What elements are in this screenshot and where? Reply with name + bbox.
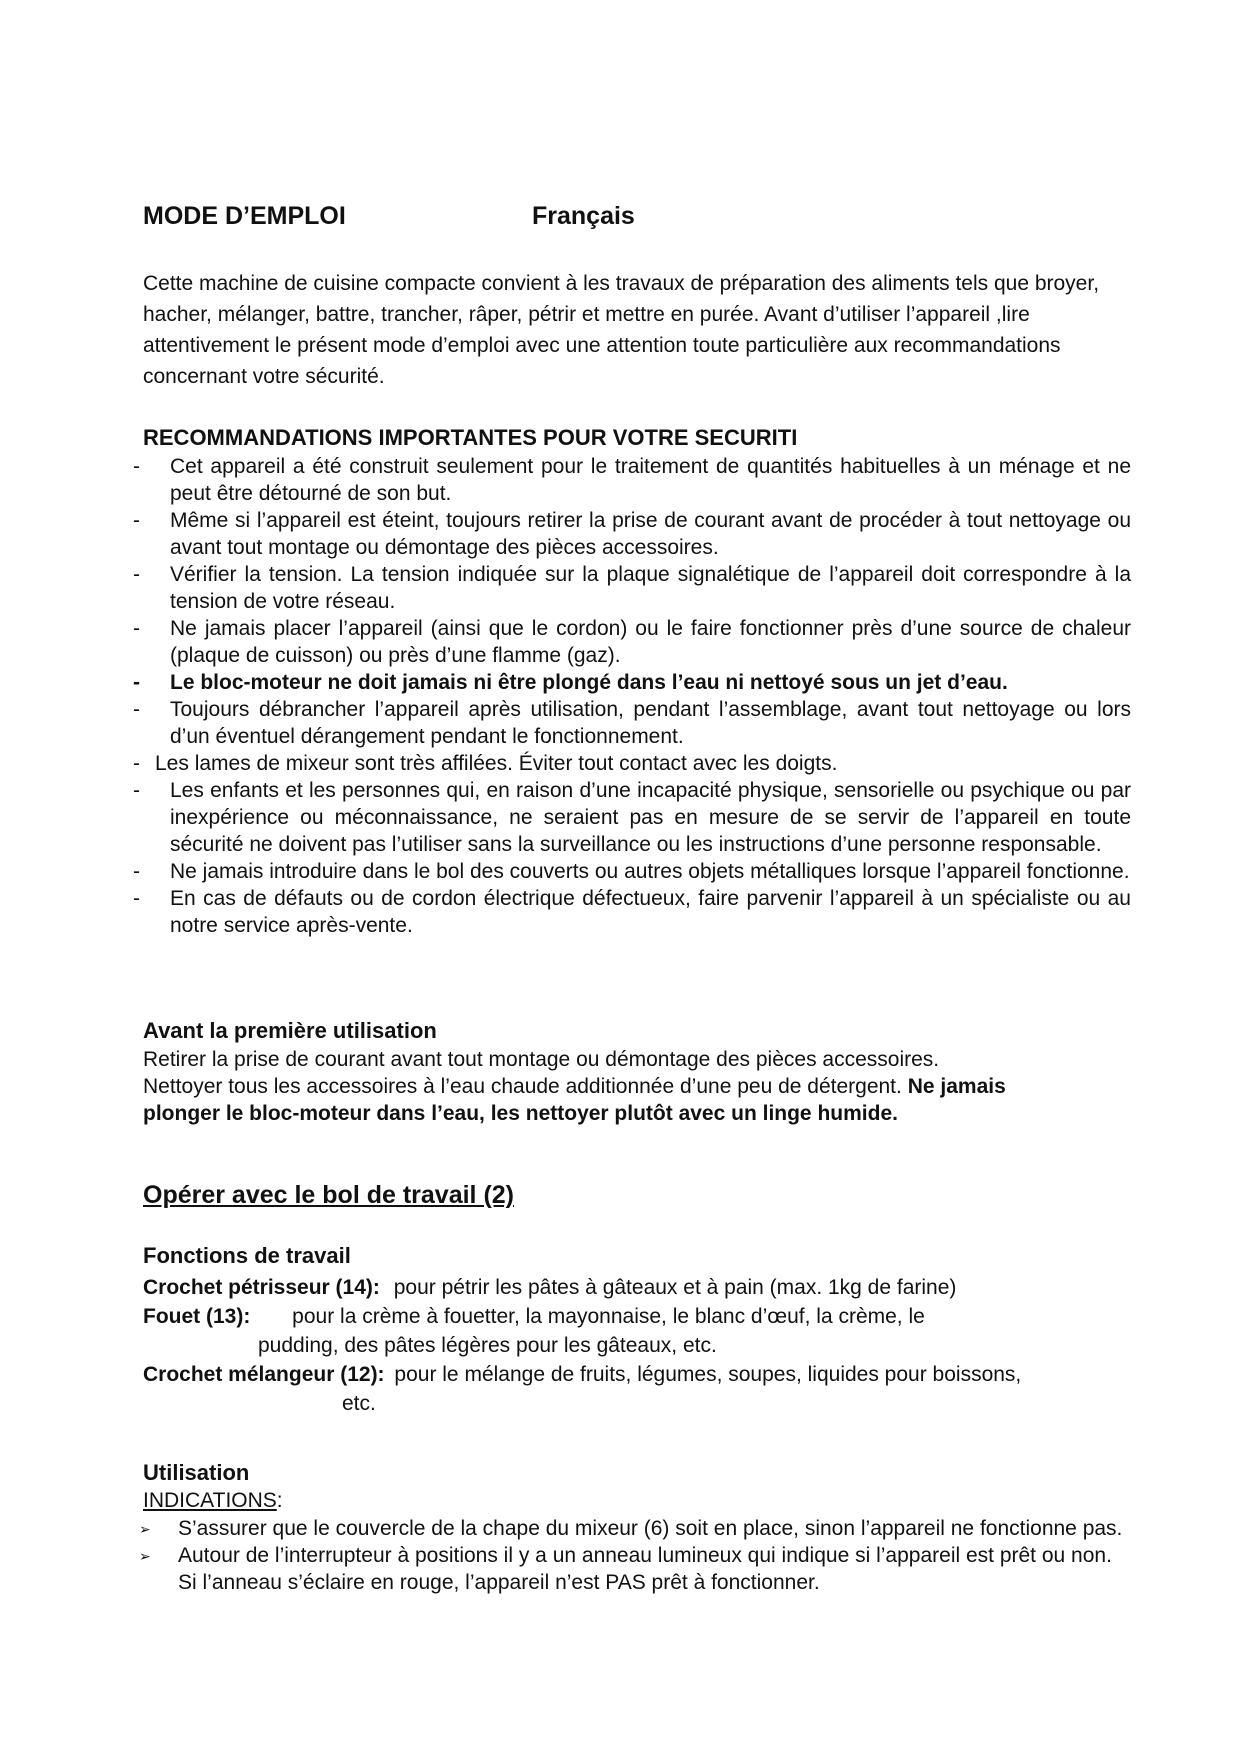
first-use-text [143,1046,1133,1127]
arrow-bullet-icon: ➢ [139,1521,151,1537]
list-item: - Vérifier la tension. La tension indiquée sur la plaque signalétique de l’appareil doit correspondre à la tension de votre réseau. [133,563,1131,613]
dash-bullet: - [133,779,140,802]
page-title: MODE D’EMPLOI [143,202,346,230]
function-mixing-hook: Crochet mélangeur (12): pour le mélange de fruits, légumes, soupes, liquides pour boissons, [143,1363,1022,1386]
list-item: - Ne jamais introduire dans le bol des couverts ou autres objets métalliques lorsque l’appareil fonctionne. [133,860,1130,883]
operate-heading: Opérer avec le bol de travail (2) [143,1181,514,1209]
dash-bullet: - [133,698,140,721]
dash-bullet: - [133,455,140,478]
list-item: ➢ S’assurer que le couvercle de la chape du mixeur (6) soit en place, sinon l’appareil ne fonctionne pas. [133,1515,1131,1542]
functions-heading: Fonctions de travail [143,1243,351,1268]
safety-heading: RECOMMANDATIONS IMPORTANTES POUR VOTRE SECURITI [143,425,798,450]
intro-paragraph: Cette machine de cuisine compacte convient à les travaux de préparation des aliments tels que broyer, hacher, mélanger, battre, trancher, râper, pétrir et mettre en purée. Avant d’utiliser l’appareil ,lire attentivement le présent mode d’emploi avec une attention toute particulière aux recommandations concernant votre sécurité. [143,272,1100,388]
list-item: - Toujours débrancher l’appareil après utilisation, pendant l’assemblage, avant tout nettoyage ou lors d’un éventuel dérangement pendant le fonctionnement. [133,698,1131,748]
list-item: - En cas de défauts ou de cordon électrique défectueux, faire parvenir l’appareil à un spécialiste ou au notre service après-vente. [133,887,1131,937]
dash-bullet: - [133,563,140,586]
safety-list [133,453,1131,939]
function-whisk: Fouet (13): pour la crème à fouetter, la mayonnaise, le blanc d’œuf, la crème, le [143,1305,925,1328]
list-item: - Les enfants et les personnes qui, en raison d’une incapacité physique, sensorielle ou psychique ou par inexpérience ou méconnaissance, ne seraient pas en mesure de se servir de l’appareil en toute sécurité ne doivent pas l’utiliser sans la surveillance ou les instructions d’une personne responsable. [133,779,1131,856]
first-use-line-1: Retirer la prise de courant avant tout montage ou démontage des pièces accessoires. [143,1048,940,1071]
list-item-warning: - Le bloc-moteur ne doit jamais ni être plongé dans l’eau ni nettoyé sous un jet d’eau. [133,671,1008,694]
language-label: Français [532,202,635,230]
list-item: - Les lames de mixeur sont très affilées. Éviter tout contact avec les doigts. [133,752,838,775]
function-whisk-continued: pudding, des pâtes légères pour les gâteaux, etc. [258,1334,717,1357]
list-item: ➢ Autour de l’interrupteur à positions il y a un anneau lumineux qui indique si l’appareil est prêt ou non. Si l’anneau s’éclaire en rouge, l’appareil n’est PAS prêt à fonctionner. [139,1544,1112,1594]
dash-bullet: - [133,887,140,910]
function-kneading-hook: Crochet pétrisseur (14): pour pétrir les pâtes à gâteaux et à pain (max. 1kg de farine) [143,1276,957,1299]
list-item: - Cet appareil a été construit seulement pour le traitement de quantités habituelles à un ménage et ne peut être détourné de son but. [133,455,1131,505]
dash-bullet: - [133,509,140,532]
first-use-heading: Avant la première utilisation [143,1018,437,1043]
list-item: - Ne jamais placer l’appareil (ainsi que le cordon) ou le faire fonctionner près d’une source de chaleur (plaque de cuisson) ou près d’une flamme (gaz). [133,617,1131,667]
first-use-line-2: Nettoyer tous les accessoires à l’eau chaude additionnée d’une peu de détergent. Ne jamais [143,1075,1006,1098]
list-item: - Même si l’appareil est éteint, toujours retirer la prise de courant avant de procéder à tout nettoyage ou avant tout montage ou démontage des pièces accessoires. [133,509,1131,559]
first-use-line-3: plonger le bloc-moteur dans l’eau, les nettoyer plutôt avec un linge humide. [143,1102,898,1125]
usage-heading: Utilisation [143,1460,250,1485]
function-mixing-continued: etc. [342,1392,376,1415]
dash-bullet: - [133,671,140,694]
indications-label: INDICATIONS: [143,1489,283,1512]
arrow-bullet-icon: ➢ [139,1548,151,1564]
dash-bullet: - [133,752,140,775]
dash-bullet: - [133,617,140,640]
dash-bullet: - [133,860,140,883]
usage-list [133,1515,1131,1596]
